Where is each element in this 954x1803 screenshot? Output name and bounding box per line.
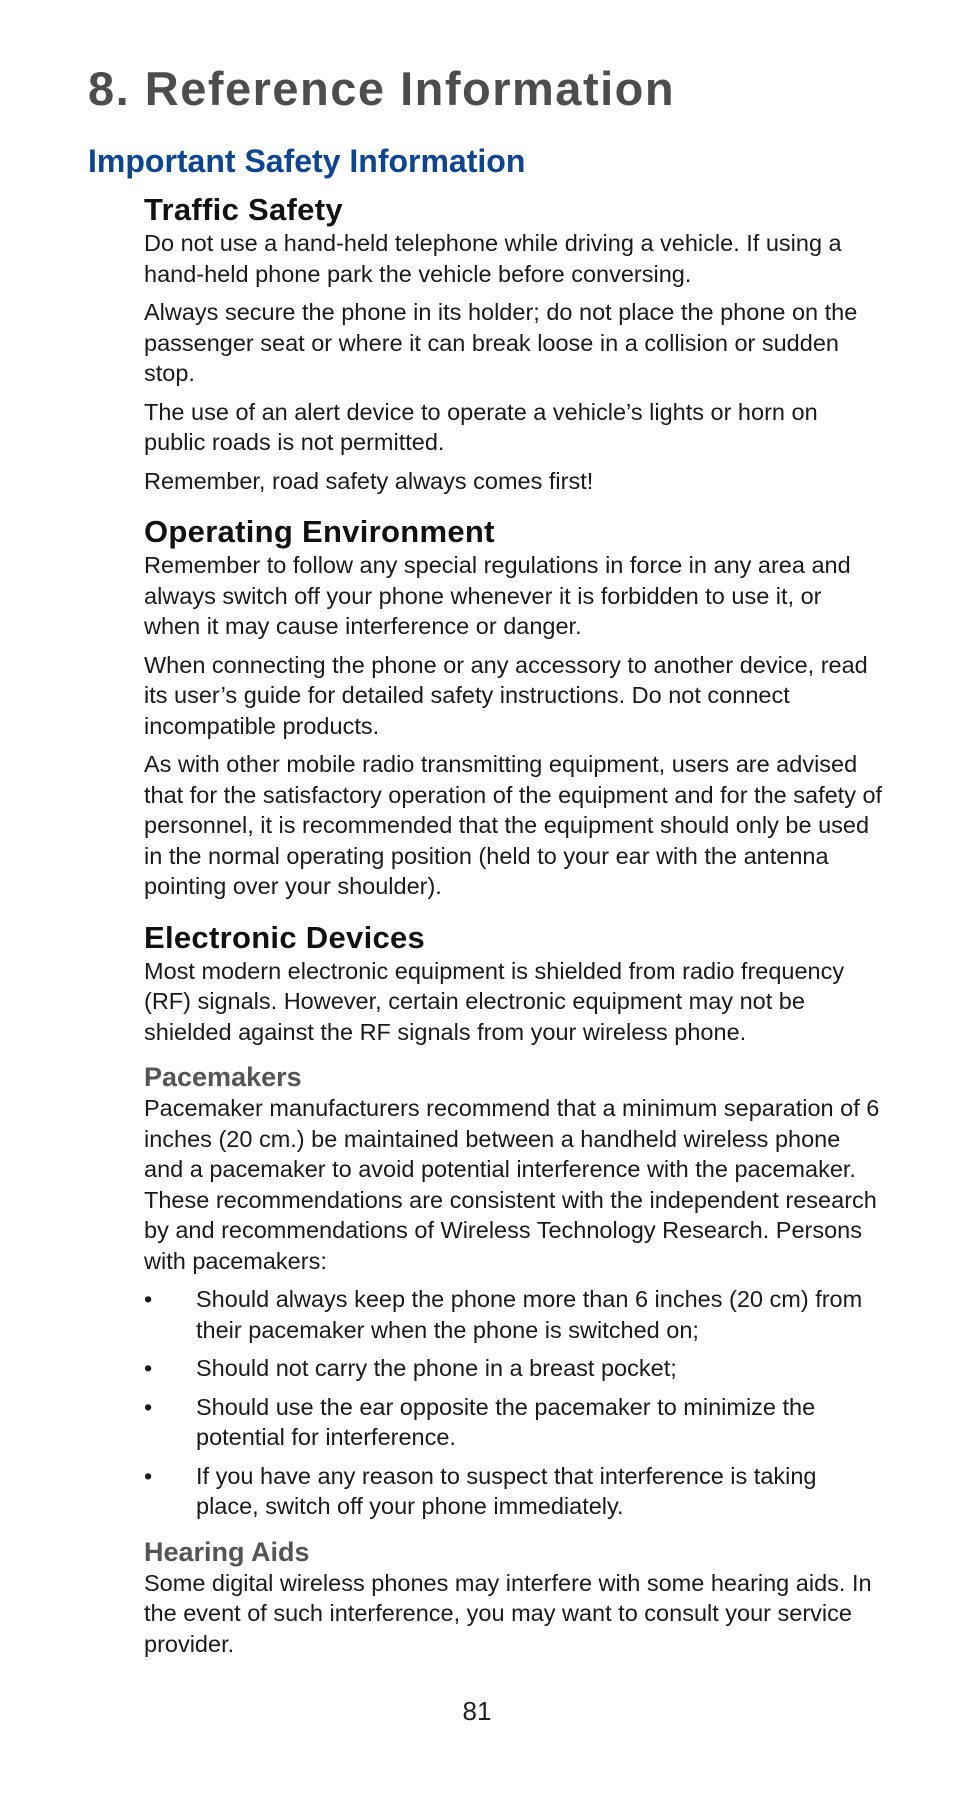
paragraph: Remember, road safety always comes first! — [144, 467, 594, 494]
paragraph: Some digital wireless phones may interfere with some hearing aids. In the event of such interference, you may want to consult your service provider. — [144, 1569, 872, 1657]
paragraph: Always secure the phone in its holder; do not place the phone on the passenger seat or where it can break loose in a collision or sudden stop. — [144, 299, 858, 386]
paragraph: The use of an alert device to operate a vehicle’s lights or horn on public roads is not permitted. — [144, 398, 818, 455]
bullet-list — [144, 1284, 884, 1522]
paragraph: Most modern electronic equipment is shielded from radio frequency (RF) signals. However, certain electronic equipment may not be shielded against the RF signals from your wireless phone. — [144, 957, 845, 1045]
bullet-icon: • — [144, 1393, 153, 1420]
section-title: Important Safety Information — [88, 143, 526, 179]
list-item-text: Should use the ear opposite the pacemaker to minimize the potential for interference. — [196, 1393, 816, 1450]
paragraph: Remember to follow any special regulations in force in any area and always switch off your phone whenever it is forbidden to use it, or when it may cause interference or danger. — [144, 552, 851, 639]
list-item-text: Should always keep the phone more than 6 inches (20 cm) from their pacemaker when the phone is switched on; — [196, 1286, 863, 1343]
operating-environment-section — [144, 514, 884, 902]
subsection-title: Electronic Devices — [144, 919, 426, 955]
paragraph: Pacemaker manufacturers recommend that a minimum separation of 6 inches (20 cm.) be maintained between a handheld wireless phone and a pacemaker to avoid potential interference with the pacemaker. These recommendations are consistent with the independent research by and recommendations of Wireless Technology Research. Persons with pacemakers: — [144, 1095, 880, 1274]
page-number: 81 — [462, 1696, 492, 1726]
list-item-text: Should not carry the phone in a breast pocket; — [196, 1355, 677, 1381]
subsubsection-title: Hearing Aids — [144, 1536, 310, 1567]
subsection-title: Traffic Safety — [144, 192, 343, 227]
electronic-devices-section — [144, 920, 884, 1048]
subsection-title: Operating Environment — [144, 514, 495, 549]
paragraph: When connecting the phone or any accessory to another device, read its user’s guide for detailed safety instructions. Do not connect incompatible products. — [144, 651, 868, 739]
bullet-icon: • — [144, 1286, 153, 1312]
list-item — [144, 1461, 884, 1522]
list-item — [144, 1392, 884, 1453]
list-item — [144, 1353, 884, 1384]
bullet-icon: • — [144, 1355, 153, 1381]
list-item — [144, 1284, 884, 1345]
pacemakers-section — [144, 1061, 884, 1522]
chapter-title: 8. Reference Information — [88, 62, 676, 115]
list-item-text: If you have any reason to suspect that interference is taking place, switch off your phone immediately. — [196, 1462, 817, 1519]
traffic-safety-section — [144, 192, 884, 496]
content-body — [144, 192, 884, 1677]
hearing-aids-section — [144, 1536, 884, 1660]
paragraph: Do not use a hand-held telephone while driving a vehicle. If using a hand-held phone park the vehicle before conversing. — [144, 230, 842, 287]
paragraph: As with other mobile radio transmitting equipment, users are advised that for the satisfactory operation of the equipment and for the safety of personnel, it is recommended that the equipment should only be used in the normal operating position (held to your ear with the antenna pointing over your shoulder). — [144, 751, 883, 899]
subsubsection-title: Pacemakers — [144, 1062, 302, 1092]
bullet-icon: • — [144, 1462, 153, 1489]
